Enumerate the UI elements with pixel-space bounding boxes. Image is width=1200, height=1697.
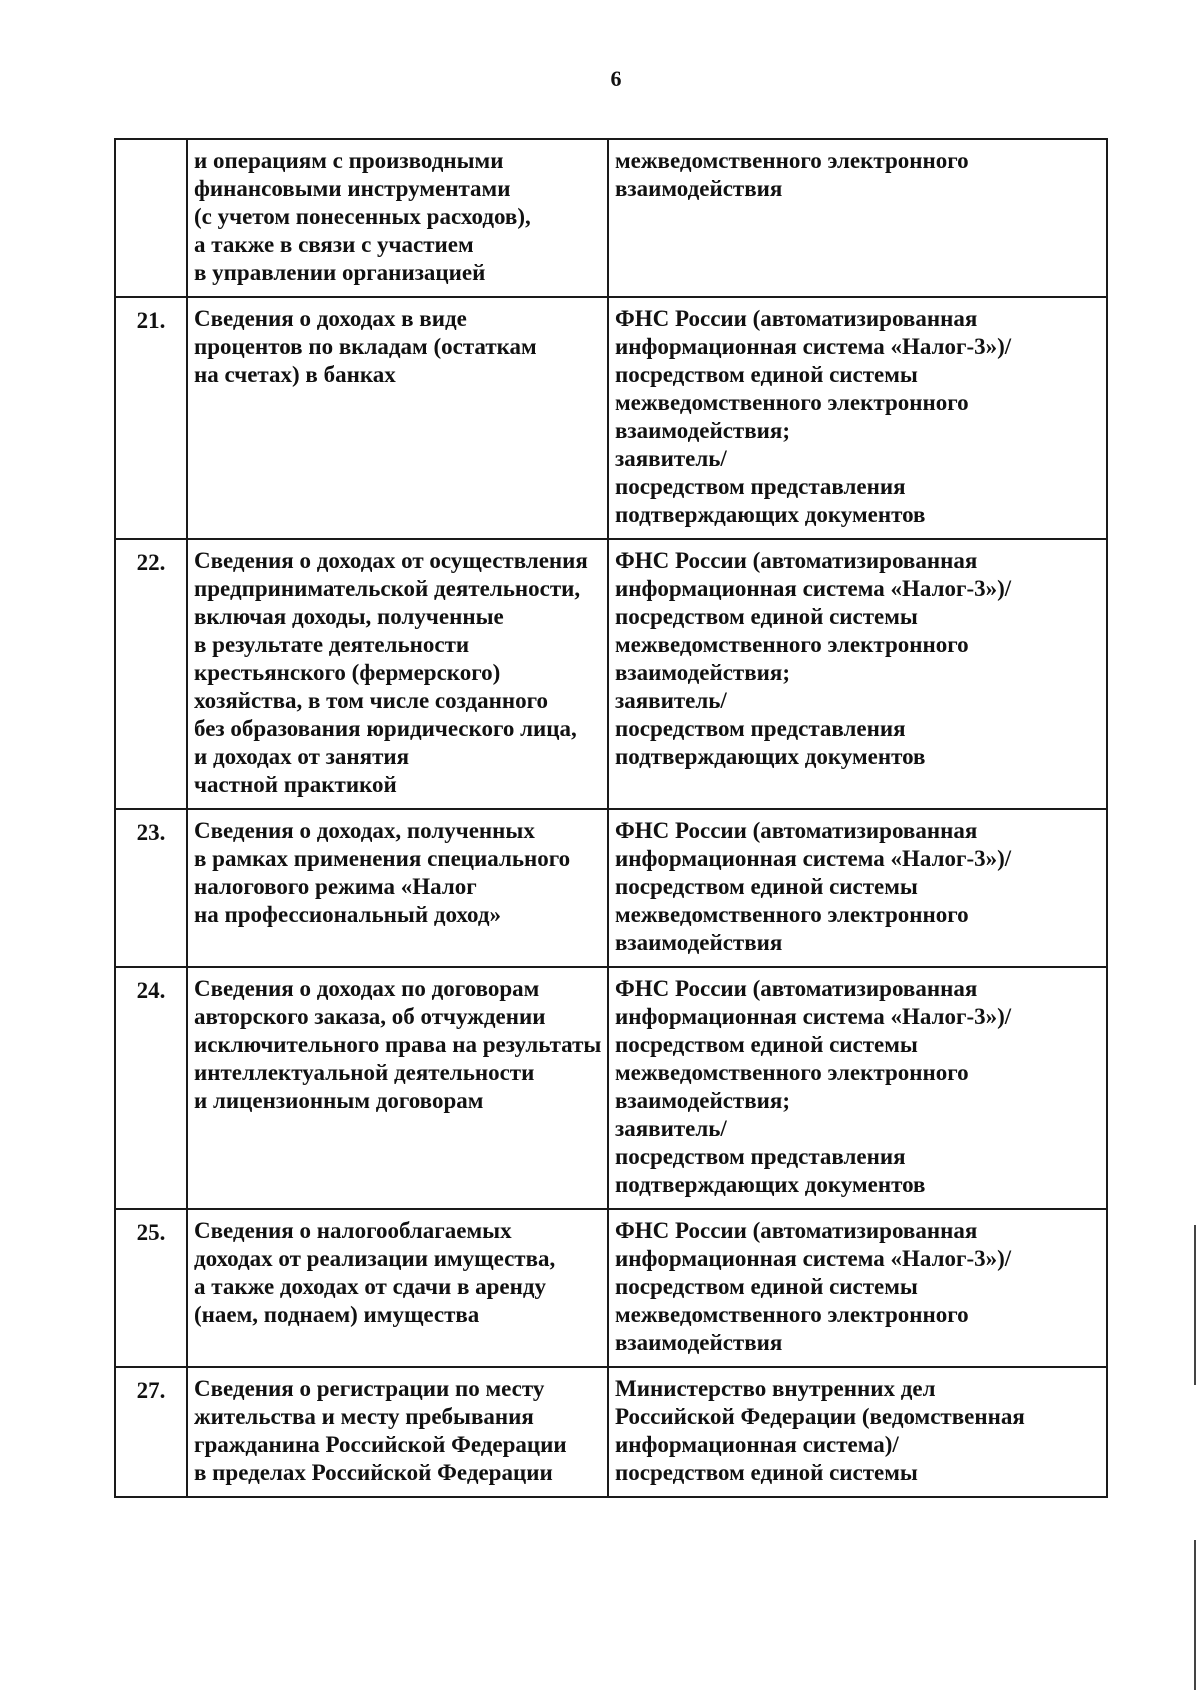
source-line: информационная система «Налог-3»)/ <box>615 334 1012 359</box>
source-line: подтверждающих документов <box>615 744 926 769</box>
source-line: Российской Федерации (ведомственная <box>615 1404 1025 1429</box>
source-line: взаимодействия; <box>615 1088 790 1113</box>
source-line: межведомственного электронного <box>615 390 969 415</box>
table-row <box>115 809 1107 967</box>
information-line: налогового режима «Налог <box>194 874 477 899</box>
table-row <box>115 1209 1107 1367</box>
information-line: на счетах) в банках <box>194 362 396 387</box>
source-line: информационная система)/ <box>615 1432 899 1457</box>
information-line: финансовыми инструментами <box>194 176 511 201</box>
source-line: посредством единой системы <box>615 1032 918 1057</box>
information-line: в управлении организацией <box>194 260 486 285</box>
source-line: посредством единой системы <box>615 1460 918 1485</box>
information-line: интеллектуальной деятельности <box>194 1060 535 1085</box>
scan-margin-mark <box>1194 1225 1196 1385</box>
source-line: взаимодействия <box>615 176 783 201</box>
document-table <box>114 138 1108 1498</box>
source-cell <box>608 967 1107 1209</box>
source-cell <box>608 1367 1107 1497</box>
information-line: на профессиональный доход» <box>194 902 502 927</box>
information-line: Сведения о налогооблагаемых <box>194 1218 512 1243</box>
row-number: 24. <box>115 967 187 1209</box>
row-number: 23. <box>115 809 187 967</box>
information-line: включая доходы, полученные <box>194 604 504 629</box>
source-line: посредством представления <box>615 716 906 741</box>
row-number: 21. <box>115 297 187 539</box>
information-line: и операциям с производными <box>194 148 504 173</box>
source-line: межведомственного электронного <box>615 1302 969 1327</box>
information-cell <box>187 1367 608 1497</box>
source-cell <box>608 539 1107 809</box>
source-line: межведомственного электронного <box>615 1060 969 1085</box>
source-line: ФНС России (автоматизированная <box>615 548 978 573</box>
information-line: Сведения о доходах, полученных <box>194 818 535 843</box>
table-row <box>115 539 1107 809</box>
source-line: ФНС России (автоматизированная <box>615 818 978 843</box>
information-line: Сведения о доходах от осуществления <box>194 548 588 573</box>
information-cell <box>187 539 608 809</box>
source-cell <box>608 1209 1107 1367</box>
source-cell <box>608 809 1107 967</box>
source-line: посредством единой системы <box>615 362 918 387</box>
source-line: заявитель/ <box>615 1116 727 1141</box>
information-line: и лицензионным договорам <box>194 1088 484 1113</box>
row-number: 22. <box>115 539 187 809</box>
source-line: ФНС России (автоматизированная <box>615 306 978 331</box>
information-cell <box>187 1209 608 1367</box>
page-number: 6 <box>610 66 622 91</box>
information-line: доходах от реализации имущества, <box>194 1246 556 1271</box>
information-cell <box>187 967 608 1209</box>
source-line: информационная система «Налог-3»)/ <box>615 1246 1012 1271</box>
source-line: посредством единой системы <box>615 604 918 629</box>
table-row <box>115 297 1107 539</box>
information-cell <box>187 297 608 539</box>
row-number <box>115 139 187 297</box>
information-line: хозяйства, в том числе созданного <box>194 688 548 713</box>
information-line: жительства и месту пребывания <box>194 1404 534 1429</box>
source-line: информационная система «Налог-3»)/ <box>615 846 1012 871</box>
table-row <box>115 139 1107 297</box>
scan-margin-mark <box>1194 1540 1196 1690</box>
source-line: подтверждающих документов <box>615 1172 926 1197</box>
table-body <box>115 139 1107 1497</box>
row-number: 25. <box>115 1209 187 1367</box>
information-line: гражданина Российской Федерации <box>194 1432 567 1457</box>
source-line: взаимодействия; <box>615 660 790 685</box>
source-line: ФНС России (автоматизированная <box>615 1218 978 1243</box>
information-cell <box>187 139 608 297</box>
source-line: межведомственного электронного <box>615 148 969 173</box>
source-line: информационная система «Налог-3»)/ <box>615 576 1012 601</box>
information-line: предпринимательской деятельности, <box>194 576 581 601</box>
source-line: межведомственного электронного <box>615 632 969 657</box>
source-line: посредством представления <box>615 1144 906 1169</box>
source-cell <box>608 139 1107 297</box>
information-line: (с учетом понесенных расходов), <box>194 204 531 229</box>
row-number: 27. <box>115 1367 187 1497</box>
information-line: а также в связи с участием <box>194 232 474 257</box>
information-line: а также доходах от сдачи в аренду <box>194 1274 547 1299</box>
source-line: ФНС России (автоматизированная <box>615 976 978 1001</box>
information-line: в пределах Российской Федерации <box>194 1460 553 1485</box>
source-line: посредством единой системы <box>615 1274 918 1299</box>
information-line: в результате деятельности <box>194 632 470 657</box>
source-line: посредством представления <box>615 474 906 499</box>
information-line: авторского заказа, об отчуждении <box>194 1004 546 1029</box>
information-line: без образования юридического лица, <box>194 716 577 741</box>
information-line: Сведения о доходах по договорам <box>194 976 540 1001</box>
source-line: взаимодействия; <box>615 418 790 443</box>
information-cell <box>187 809 608 967</box>
information-line: и доходах от занятия <box>194 744 410 769</box>
source-line: заявитель/ <box>615 446 727 471</box>
source-line: посредством единой системы <box>615 874 918 899</box>
information-line: в рамках применения специального <box>194 846 571 871</box>
information-line: Сведения о доходах в виде <box>194 306 467 331</box>
source-line: взаимодействия <box>615 1330 783 1355</box>
information-line: процентов по вкладам (остаткам <box>194 334 537 359</box>
source-line: информационная система «Налог-3»)/ <box>615 1004 1012 1029</box>
source-line: Министерство внутренних дел <box>615 1376 936 1401</box>
information-line: Сведения о регистрации по месту <box>194 1376 545 1401</box>
information-line: исключительного права на результаты <box>194 1032 602 1057</box>
information-line: (наем, поднаем) имущества <box>194 1302 480 1327</box>
source-line: межведомственного электронного <box>615 902 969 927</box>
source-line: подтверждающих документов <box>615 502 926 527</box>
information-line: частной практикой <box>194 772 397 797</box>
information-line: крестьянского (фермерского) <box>194 660 501 685</box>
source-cell <box>608 297 1107 539</box>
source-line: взаимодействия <box>615 930 783 955</box>
source-line: заявитель/ <box>615 688 727 713</box>
table-row <box>115 1367 1107 1497</box>
table-row <box>115 967 1107 1209</box>
